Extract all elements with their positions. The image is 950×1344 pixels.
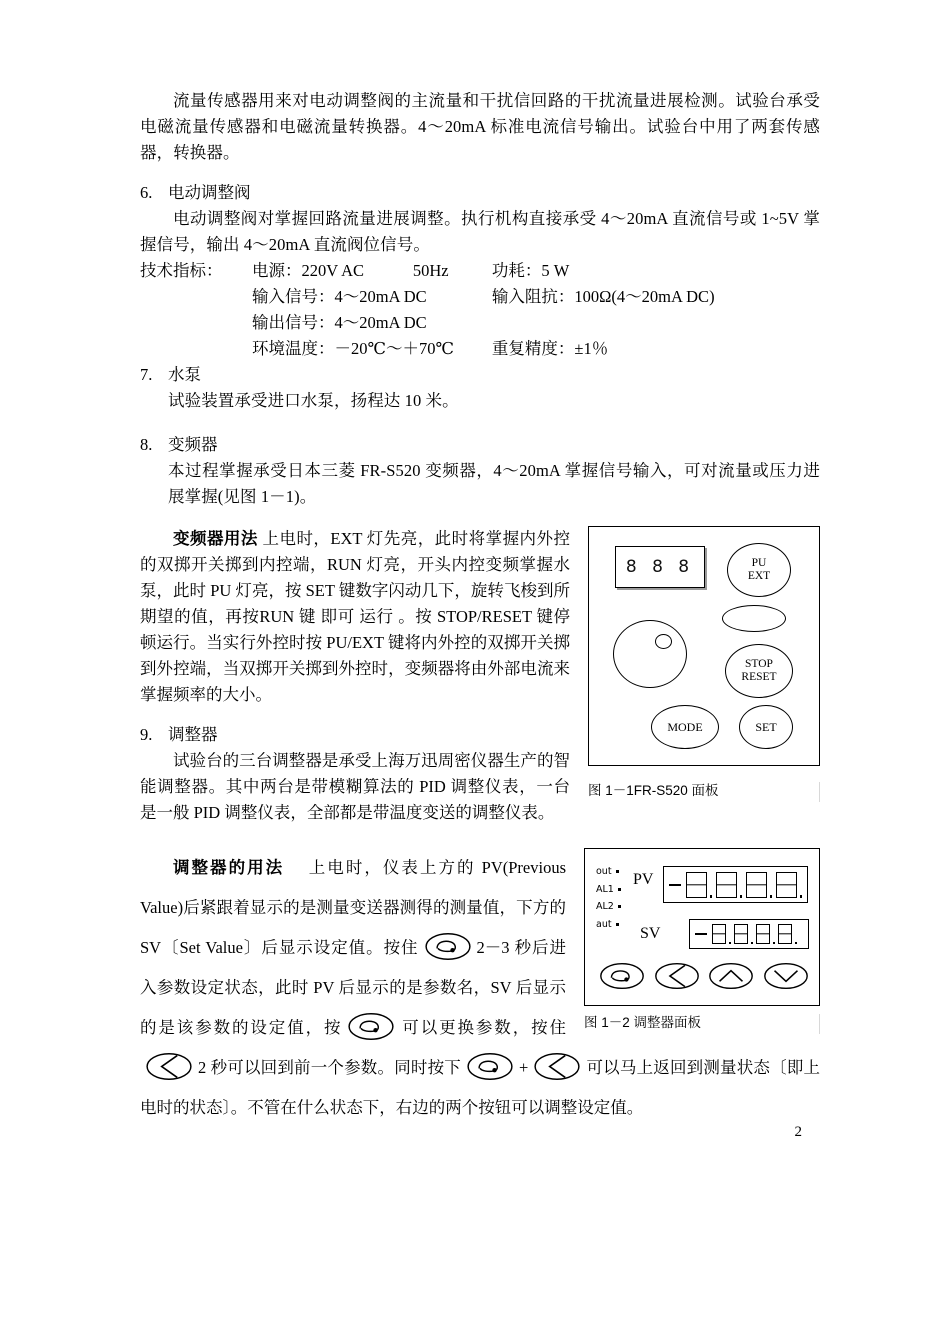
section-6-title: 电动调整阀 — [168, 183, 251, 202]
spec-cell: 输出信号：4～20mA DC — [252, 313, 427, 332]
lamp-label: AL1 — [596, 883, 614, 895]
seven-segment-digit — [756, 924, 770, 944]
fr-s520-mode-button[interactable] — [651, 705, 719, 749]
spec-row — [140, 258, 715, 284]
frequency-converter-usage-body: 上电时，EXT 灯先亮，此时将掌握内外控的双掷开关掷到内控端，RUN 灯亮，开头内控变频掌握水泵，此时 PU 灯亮，按 SET 键数字闪动几下，旋转飞梭到所期望的值，再按RUN 键 即可 运行 。按 STOP/RESET 键停顿运行。当实行外控时按 PU/EXT 键将内外控的双掷开关掷到外控端，当双掷开关掷到外控时，变频器将由外部电流来掌握频率的大小。 — [140, 529, 571, 704]
section-7-body: 试验装置承受进口水泵，扬程达 10 米。 — [168, 391, 459, 410]
section-7-number: 7. — [140, 365, 153, 384]
spec-cell: 50Hz — [412, 261, 449, 280]
lamp-indicator-icon — [616, 870, 619, 873]
fr-s520-pu-ext-button[interactable] — [727, 543, 791, 597]
section-8-heading — [140, 432, 820, 458]
spec-row — [140, 310, 715, 336]
set-key-icon — [423, 931, 473, 962]
regulator-decrease-button[interactable] — [763, 961, 809, 991]
regulator-set-button[interactable] — [599, 961, 645, 991]
regulator-shift-left-button[interactable] — [654, 961, 700, 991]
pu-ext-line2: EXT — [747, 570, 771, 582]
section-6 — [140, 180, 820, 362]
spec-label-empty — [140, 310, 252, 336]
spec-row — [140, 284, 715, 310]
lamp-label: aut — [596, 918, 612, 930]
lamp-row — [596, 916, 621, 934]
minus-sign-icon — [669, 884, 681, 886]
shift-left-key-icon — [532, 1051, 582, 1082]
section-7-heading — [140, 362, 820, 388]
figure-1-container — [588, 526, 820, 802]
regulator-usage-part2: 2－3 秒后进入参数设定状态，此时 PV 后显示的是参数名，SV 后显示的是该参数的设定值，按 — [140, 938, 567, 1037]
shift-left-key-icon — [144, 1051, 194, 1082]
section-7 — [140, 362, 820, 414]
regulator-button-row — [599, 961, 809, 991]
regulator-pv-display — [663, 866, 808, 903]
spec-cell: 输入阻抗：100Ω(4～20mA DC) — [491, 287, 715, 306]
fr-s520-display: 8 8 8 — [615, 546, 705, 588]
regulator-usage-part5: 可以马上返回到测量状态〔即上电时的状态〕。不管在什么状态下，右边的两个按钮可以调整设定值。 — [140, 1058, 821, 1117]
section-9-number: 9. — [140, 725, 153, 744]
lamp-indicator-icon — [618, 905, 621, 908]
spec-cell: 重复精度：±1％ — [491, 339, 609, 358]
regulator-usage-part1: 上电时，仪表上方的 PV(Previous Value)后紧跟着显示的是测量变送器测得的测量值，下方的 SV〔Set Value〕后显示设定值。按住 — [140, 858, 567, 957]
pu-ext-line1: PU — [751, 557, 767, 569]
seven-segment-digit — [778, 924, 792, 944]
regulator-usage-plus: + — [518, 1058, 529, 1077]
spec-label-empty — [140, 336, 252, 362]
seven-segment-digit — [734, 924, 748, 944]
section-9-body: 试验台的三台调整器是承受上海万迅周密仪器生产的智能调整器。其中两台是带模糊算法的 PID 调整仪表，一台是一般 PID 调整仪表，全部都是带温度变送的调整仪表。 — [140, 751, 570, 822]
regulator-usage-part4: 2 秒可以回到前一个参数。同时按下 — [198, 1058, 461, 1077]
spec-cell: 功耗：5 W — [491, 261, 570, 280]
fr-s520-jog-dial[interactable] — [613, 620, 687, 688]
seven-segment-digit — [712, 924, 726, 944]
regulator-panel-figure — [584, 848, 820, 1006]
regulator-usage-part3: 可以更换参数，按住 — [400, 1018, 567, 1037]
section-8-title: 变频器 — [168, 435, 218, 454]
lamp-row — [596, 898, 621, 916]
section-6-body: 电动调整阀对掌握回路流量进展调整。执行机构直接承受 4～20mA 直流信号或 1~5V 掌握信号，输出 4～20mA 直流阀位信号。 — [140, 209, 820, 254]
fr-s520-stop-reset-button[interactable] — [725, 644, 793, 698]
regulator-increase-button[interactable] — [708, 961, 754, 991]
section-6-heading — [140, 180, 820, 206]
spec-cell — [492, 310, 715, 336]
set-key-icon — [346, 1011, 396, 1042]
regulator-sv-label: SV — [640, 925, 661, 942]
section-8-number: 8. — [140, 435, 153, 454]
fr-s520-dial-indicator-icon — [655, 634, 672, 649]
figure-2-container — [584, 848, 820, 1034]
section-6-spec-table — [140, 258, 715, 362]
spec-cell: 环境温度：－20℃～＋70℃ — [252, 339, 454, 358]
section-8 — [140, 432, 820, 510]
stop-line2: RESET — [741, 671, 777, 683]
seven-segment-digit — [716, 872, 737, 898]
set-label: SET — [755, 719, 777, 734]
figure-2-caption: 图 1－2 调整器面板 — [584, 1014, 820, 1034]
regulator-lamp-labels — [596, 863, 621, 933]
regulator-pv-label: PV — [633, 871, 654, 888]
section-7-title: 水泵 — [168, 365, 201, 384]
minus-sign-icon — [695, 933, 707, 935]
spec-row — [140, 336, 715, 362]
set-key-icon — [465, 1051, 515, 1082]
spec-cell: 输入信号：4～20mA DC — [252, 287, 427, 306]
spec-label-empty — [140, 284, 252, 310]
fr-s520-set-button[interactable] — [739, 705, 793, 749]
section-6-number: 6. — [140, 183, 153, 202]
seven-segment-digit — [746, 872, 767, 898]
paragraph-flow-sensor: 流量传感器用来对电动调整阀的主流量和干扰信回路的干扰流量进展检测。试验台承受电磁流量传感器和电磁流量转换器。4～20mA 标准电流信号输出。试验台中用了两套传感器，转换器。 — [140, 91, 820, 162]
regulator-sv-display — [689, 919, 809, 949]
lamp-row — [596, 881, 621, 899]
page-number: 2 — [794, 1124, 802, 1140]
fr-s520-panel-figure — [588, 526, 820, 766]
spec-label: 技术指标： — [140, 261, 223, 280]
frequency-converter-usage-title: 变频器用法 — [173, 529, 258, 548]
spec-cell: 电源：220V AC — [252, 261, 365, 280]
mode-label: MODE — [667, 719, 703, 734]
stop-line1: STOP — [745, 658, 773, 670]
seven-segment-digit — [776, 872, 797, 898]
regulator-usage-title: 调整器的用法 — [173, 858, 285, 877]
section-8-body: 本过程掌握承受日本三菱 FR-S520 变频器，4～20mA 掌握信号输入，可对流量或压力进展掌握(见图 1－1)。 — [168, 461, 820, 506]
lamp-indicator-icon — [618, 888, 621, 891]
page-content — [140, 88, 820, 1128]
lamp-row — [596, 863, 621, 881]
section-9-title: 调整器 — [168, 725, 218, 744]
seven-segment-digit — [686, 872, 707, 898]
lamp-label: AL2 — [596, 901, 614, 912]
fr-s520-run-button[interactable] — [722, 605, 786, 632]
lamp-label: out — [596, 866, 612, 877]
figure-1-caption: 图 1－1FR-S520 面板 — [588, 782, 820, 802]
lamp-indicator-icon — [616, 923, 619, 926]
